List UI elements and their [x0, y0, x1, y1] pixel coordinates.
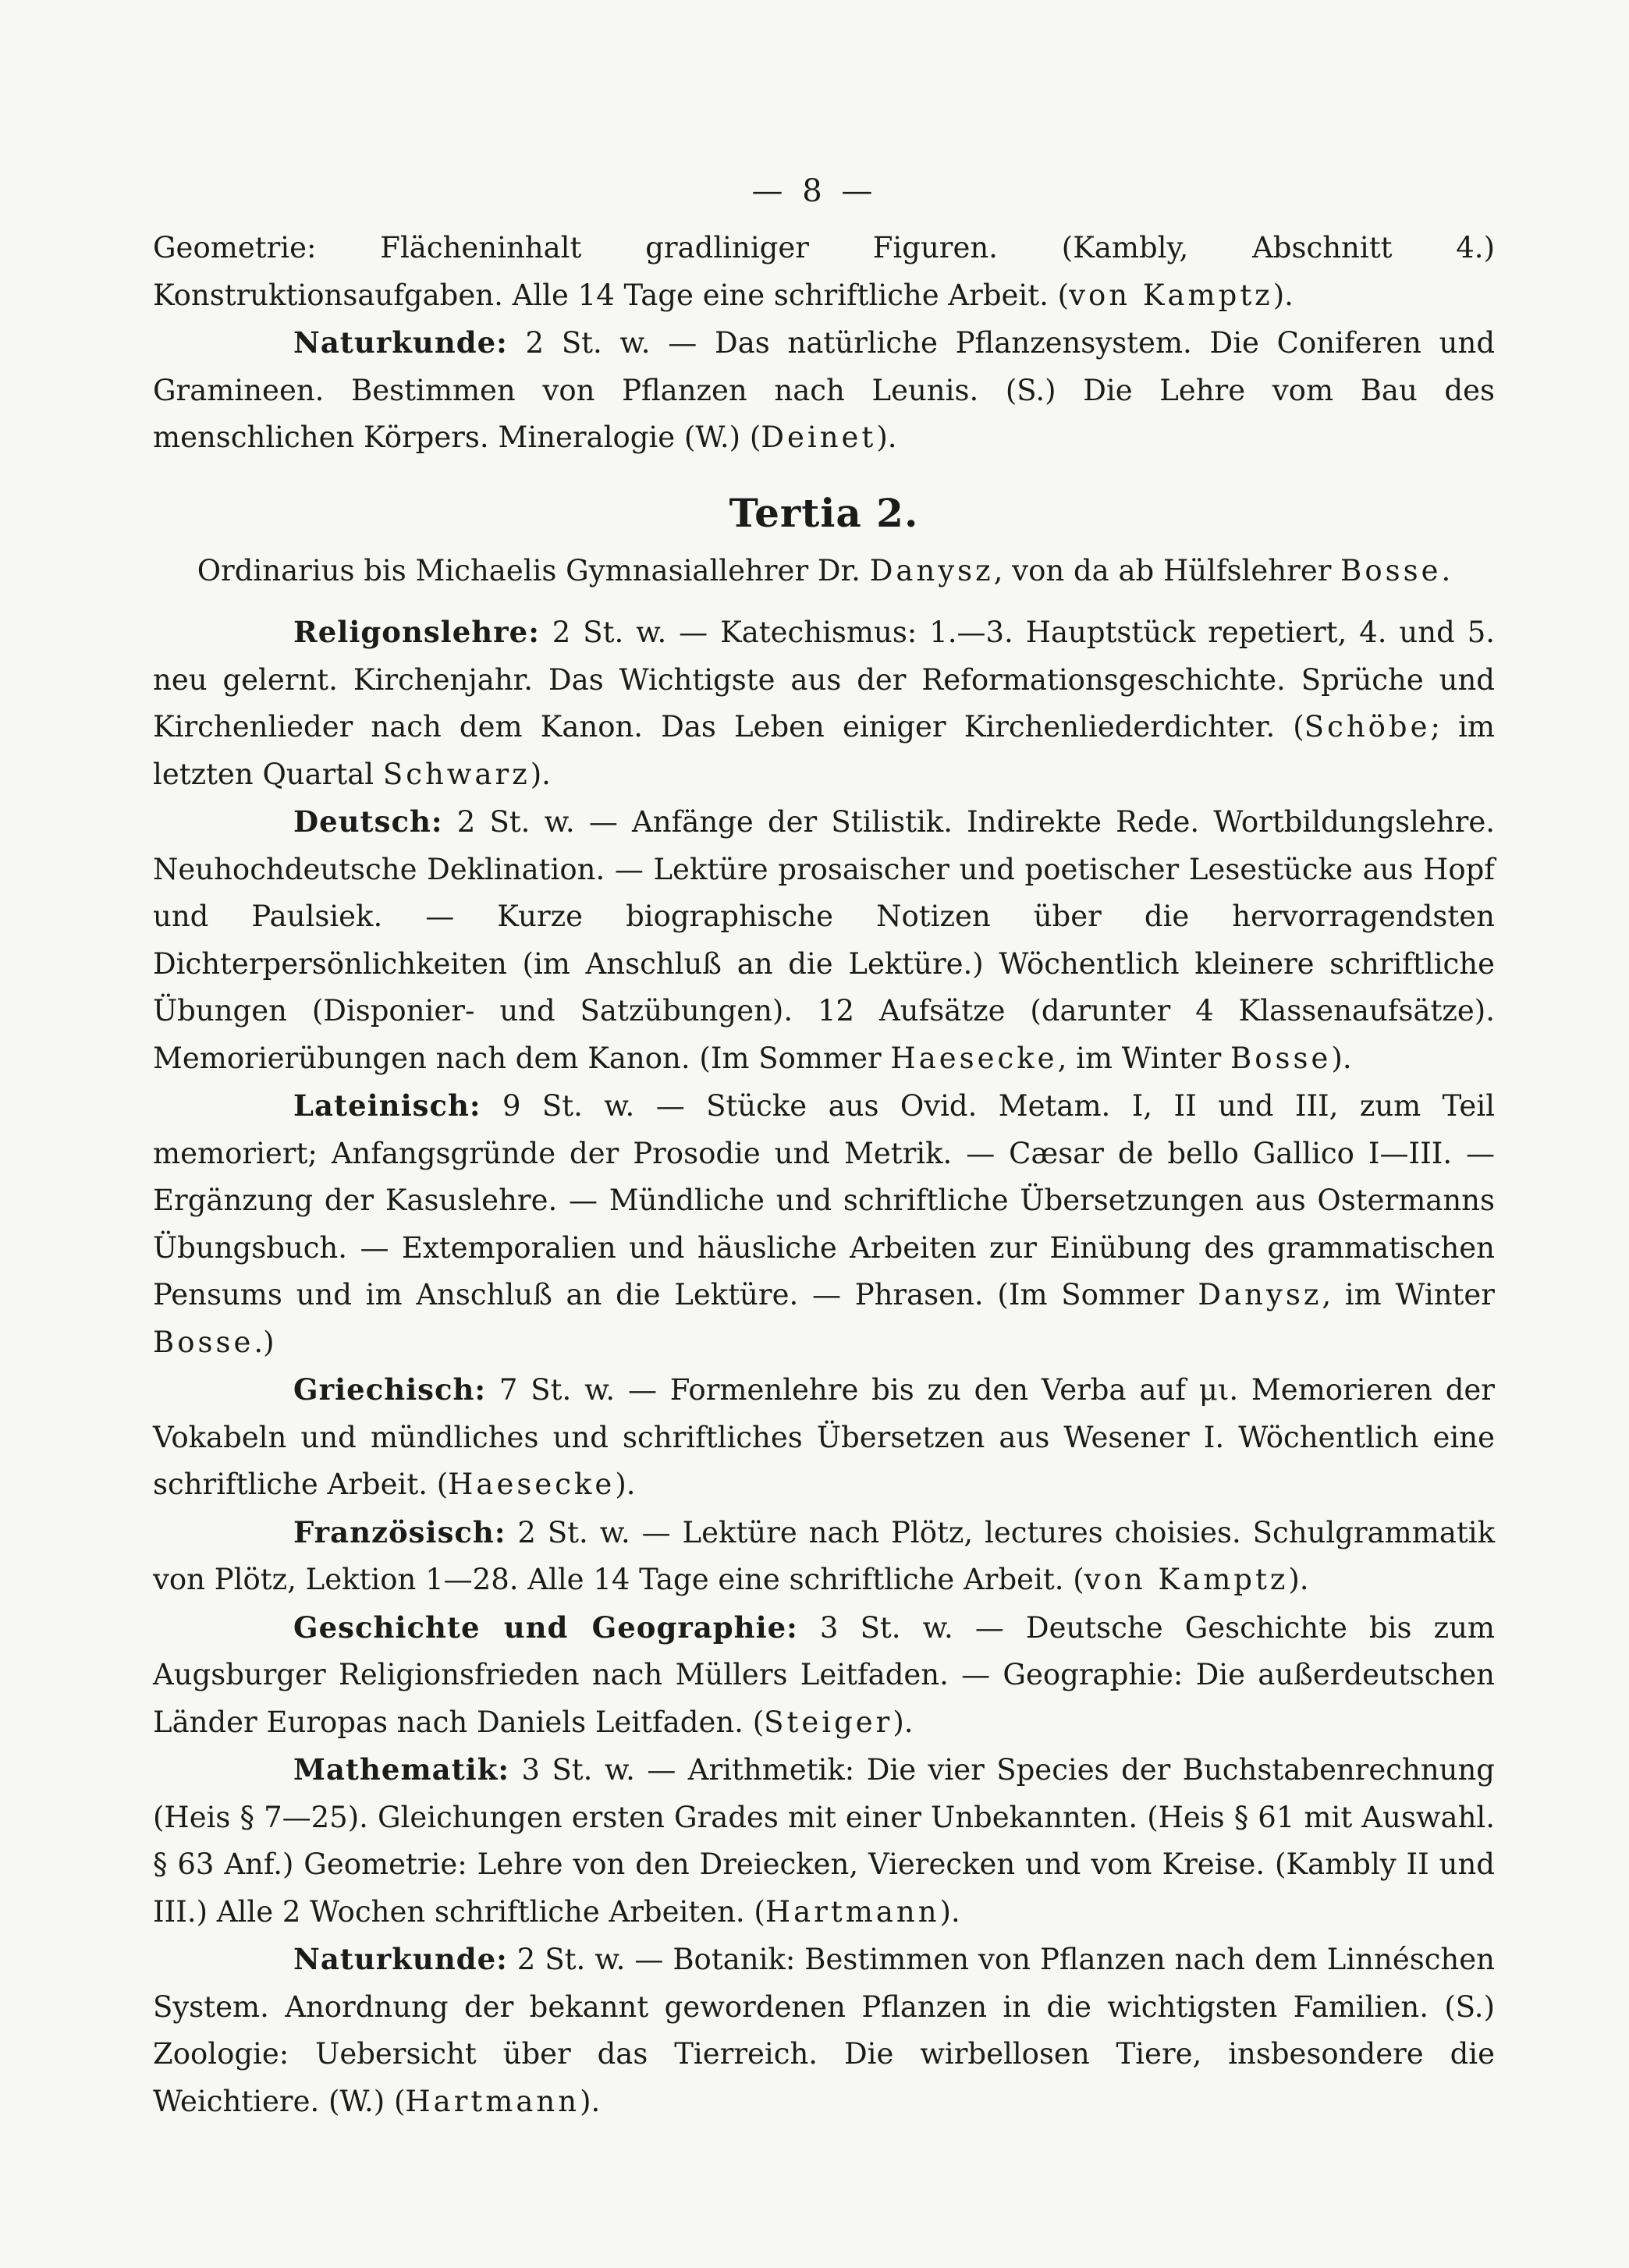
subject-text: ; im letzten Quartal [153, 710, 1495, 791]
paragraph-end: ). [893, 1705, 914, 1739]
subject-text: 7 St. w. — Formenlehre bis zu den Verba auf μι. Memorieren der Vokabeln und mündliches und schriftliches Übersetzen aus Wesener I. Wöchentlich eine schriftliche Arbeit. ( [153, 1373, 1495, 1501]
paragraph-end: ). [939, 1894, 960, 1929]
subject-heading: Religonslehre: [293, 615, 540, 649]
subject-text: , im Winter [1322, 1278, 1495, 1311]
paragraph-end: .) [254, 1325, 275, 1359]
geometrie-text: Geometrie: Flächeninhalt gradliniger Figuren. (Kambly, Abschnitt 4.) Konstruktionsaufgaben. Alle 14 Tage eine schriftliche Arbeit. ( [153, 231, 1495, 312]
subject-paragraph-mathematik [153, 1746, 1495, 1936]
subject-paragraph-religion [153, 609, 1495, 798]
teacher-name: Haesecke [890, 1041, 1058, 1075]
teacher-name: Danysz [1198, 1278, 1322, 1311]
paragraph-end: ). [615, 1468, 636, 1501]
subject-text: 2 St. w. — Lektüre nach Plötz, lectures choisies. Schulgrammatik von Plötz, Lektion 1—28. Alle 14 Tage eine schriftliche Arbeit. ( [153, 1515, 1495, 1596]
ordinarius-text: , von da ab Hülfslehrer [993, 553, 1341, 587]
subject-text: 2 St. w. — Katechismus: 1.—3. Hauptstück repetiert, 4. und 5. neu gelernt. Kirchenjahr. Das Wichtigste aus der Reformationsgeschichte. Sprüche und Kirchenlieder nach dem Kanon. Das Leben einiger Kirchenliederdichter. ( [153, 616, 1495, 744]
paragraph-end: ). [876, 421, 897, 454]
teacher-name: von Kamptz [1069, 278, 1273, 312]
teacher-name: Hartmann [405, 2084, 580, 2118]
paragraph-end: ). [530, 757, 551, 791]
paragraph-end: ). [1331, 1041, 1352, 1075]
teacher-name: Bosse [1340, 553, 1442, 587]
paragraph-end: ). [1288, 1563, 1309, 1596]
subject-paragraph-latein [153, 1082, 1495, 1366]
subject-text: 2 St. w. — Anfänge der Stilistik. Indirekte Rede. Wortbildungslehre. Neuhochdeutsche Deklination. — Lektüre prosaischer und poetischer Lesestücke aus Hopf und Paulsiek. — Kurze biographische Notizen über die hervorragendsten Dichterpersönlichkeiten (im Anschluß an die Lektüre.) Wöchentlich kleinere schriftliche Übungen (Disponier- und Satzübungen). 12 Aufsätze (darunter 4 Klassenaufsätze). Memorierübungen nach dem Kanon. (Im Sommer [153, 805, 1495, 1075]
section-title: Tertia 2. [729, 489, 919, 536]
subject-paragraph-deutsch [153, 798, 1495, 1082]
subject-heading: Naturkunde: [293, 1942, 508, 1976]
subject-heading: Geschichte und Geographie: [293, 1610, 798, 1645]
subject-heading: Französisch: [293, 1514, 506, 1549]
teacher-name: Schwarz [382, 757, 531, 791]
subject-text: 2 St. w. — Botanik: Bestimmen von Pflanzen nach dem Linnéschen System. Anordnung der bekannt gewordenen Pflanzen in die wichtigsten Familien. (S.) Zoologie: Uebersicht über das Tierreich. Die wirbellosen Tiere, insbesondere die Weichtiere. (W.) ( [153, 1943, 1495, 2118]
subject-heading: Lateinisch: [293, 1088, 481, 1123]
subject-heading: Deutsch: [293, 804, 443, 839]
subject-heading: Mathematik: [293, 1752, 510, 1787]
teacher-name: Bosse [153, 1325, 254, 1359]
subject-paragraph-geschichte [153, 1604, 1495, 1747]
subject-text: 3 St. w. — Arithmetik: Die vier Species der Buchstabenrechnung (Heis § 7—25). Gleichungen ersten Grades mit einer Unbekannten. (Heis § 61 mit Auswahl. § 63 Anf.) Geometrie: Lehre von den Dreiecken, Vierecken und vom Kreise. (Kambly II und III.) Alle 2 Wochen schriftliche Arbeiten. ( [153, 1753, 1495, 1929]
teacher-name: Hartmann [765, 1894, 940, 1929]
teacher-name: Bosse [1230, 1041, 1332, 1075]
subject-text: 9 St. w. — Stücke aus Ovid. Metam. I, II und III, zum Teil memoriert; Anfangsgründe der Prosodie und Metrik. — Cæsar de bello Gallico I—III. — Ergänzung der Kasuslehre. — Mündliche und schriftliche Übersetzungen aus Ostermanns Übungsbuch. — Extemporalien und häusliche Arbeiten zur Einübung des grammatischen Pensums und im Anschluß an die Lektüre. — Phrasen. (Im Sommer [153, 1089, 1495, 1311]
naturkunde-prev-paragraph [153, 319, 1495, 462]
subject-paragraph-naturkunde [153, 1936, 1495, 2125]
teacher-name: Steiger [764, 1705, 893, 1739]
teacher-name: Danysz [869, 553, 994, 587]
teacher-name: Haesecke [448, 1468, 616, 1501]
subject-text: 2 St. w. — Das natürliche Pflanzensystem. Die Coniferen und Gramineen. Bestimmen von Pflanzen nach Leunis. (S.) Die Lehre vom Bau des menschlichen Körpers. Mineralogie (W.) ( [153, 326, 1495, 454]
subject-text: 3 St. w. — Deutsche Geschichte bis zum Augsburger Religionsfrieden nach Müllers Leitfaden. — Geographie: Die außerdeutschen Länder Europas nach Daniels Leitfaden. ( [153, 1610, 1495, 1739]
ordinarius-line [153, 548, 1495, 595]
subject-heading: Naturkunde: [293, 325, 508, 360]
teacher-name: von Kamptz [1084, 1563, 1289, 1596]
page-body [153, 225, 1495, 2125]
subject-text: , im Winter [1057, 1041, 1231, 1075]
teacher-name: Deinet [761, 421, 877, 454]
ordinarius-text: . [1441, 553, 1451, 587]
subject-paragraph-franzoesisch [153, 1509, 1495, 1604]
teacher-name: Schöbe [1304, 710, 1431, 744]
geometrie-paragraph [153, 225, 1495, 319]
ordinarius-text: Ordinarius bis Michaelis Gymnasiallehrer Dr. [197, 553, 870, 587]
subject-heading: Griechisch: [293, 1372, 487, 1407]
page-number: — 8 — [751, 173, 878, 209]
paragraph-end: ). [580, 2084, 601, 2118]
subject-paragraph-griechisch [153, 1366, 1495, 1509]
paragraph-end: ). [1272, 278, 1294, 312]
